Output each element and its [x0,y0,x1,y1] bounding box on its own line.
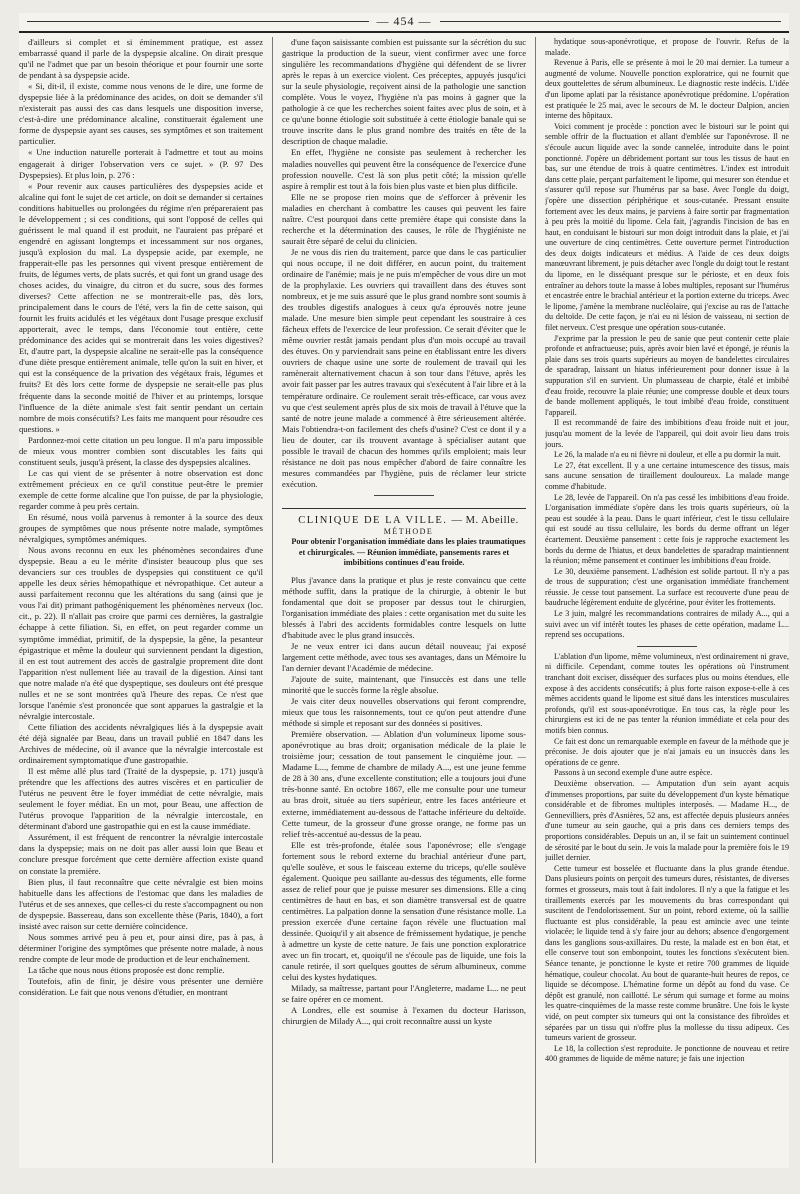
paragraph: Le 27, état excellent. Il y a une certaine intumescence des tissus, mais sans aucune sensation de tiraillement douloureux. La malade mange comme d'habitude. [545,460,789,491]
paragraph: « Pour revenir aux causes particulières des dyspepsies acide et alcaline qui font le sujet de cet article, on doit se demander si certaines conditions habituelles ou prolongées du régime n'en prépareraient pas le développement ; si ces conditions, qui sont l'opposé de celles qui guérissent le mal quand il est produit, ne l'auraient pas préparé et engendré en agissant longtemps et incessamment sur nos organes, jusqu'à explosion du mal. La dyspepsie acide, par exemple, ne frapperait-elle pas les personnes qui vivent presque entièrement de fruits, de légumes verts, de plats sucrés, et qui font un grand usage des choses acides, du vinaigre, du citron et du sucre, sous des formes diverses? Cette affection ne se montrerait-elle pas, dès lors, principalement dans le cours de l'été, vers la fin de cette saison, qui fournit les fruits acidulés et les végétaux dont l'usage presque exclusif apporterait, avec le temps, dans l'économie tout entière, cette prédominance des acides qui se montrerait dans les voies digestives? Et, d'autre part, la dyspepsie alcaline ne serait-elle pas la conséquence d'une diète presque entièrement animale, telle qu'on la suit en hiver, et qui est la conséquence de la privation des végétaux frais, légumes et fruits? Et dès lors cette forme de dyspepsie ne serait-elle pas plus fréquente dans la seconde moitié de l'hiver et au printemps, lorsque l'influence de la diète animale s'est fait sentir pendant un certain nombre de mois consécutifs? Les faits me manquent pour résoudre ces questions. » [19,180,263,434]
paragraph: Cette filiation des accidents névralgiques liés à la dyspepsie avait été déjà signalée par Beau, dans un travail publié en 1847 dans les Archives de médecine, où il avance que la névralgie intercostale est ordinairement symptomatique d'une gastropathie. [19,721,263,766]
paragraph: Voici comment je procède : ponction avec le bistouri sur le point qui semble offrir de la fluctuation et allant d'emblée sur l'aponévrose. Il ne s'écoule aucun liquide avec la sonde cannelée, introduite dans le point ponctionné. J'opère un débridement portant sur tous les tissus de haut en bas, sur une étendue de trois à quatre centimètres. L'index est introduit dans cette plaie, perçant parfaitement le lipome, qui mesurer son étendue et s'assurer qu'il repose sur l'humérus par sa base. Avec l'ongle du doigt, j'opère une dissection périphérique et sous-cutanée. Pressant ensuite fortement avec les deux mains, je parviens à faire sortir par fragmentation à peu près la moitié du lipome. Cela fait, j'agrandis l'incision de bas en haut, en conduisant le bistouri sur mon doigt introduit dans la plaie, et j'ai une ouverture de cinq centimètres. Cette ouverture permet l'introduction des deux doigts indicateurs et médius. A l'aide de ces deux doigts manœuvrant librement, je puis détacher avec l'ongle du doigt tout le restant du lipome, en le disséquant presque sur le périoste, et en deux fois entraîner au dehors toute la masse à lobes multiples, reposant sur l'humérus et encastrée entre le brachial antérieur et la portion externe du triceps. Avec le lipome, j'amène la membrane nucléolaire, qui j'excise au ras de l'attache du deltoïde. De cette façon, je n'ai eu ni lésion de vaisseau, ni section de filet nerveux. C'est presque une opération sous-cutanée. [545,121,789,333]
paragraph: Pardonnez-moi cette citation un peu longue. Il m'a paru impossible de mieux vous montrer combien sont discutables les faits qui constituent seuls, jusqu'à présent, la classe des dyspepsies alcalines. [19,434,263,467]
paragraph: Il est recommandé de faire des imbibitions d'eau froide nuit et jour, jusqu'au moment de la levée de l'appareil, qui doit avoir lieu dans trois jours. [545,418,789,449]
paragraph: Revenue à Paris, elle se présente à moi le 20 mai dernier. La tumeur a augmenté de volume. Nouvelle ponction exploratrice, qui ne fournit que deux gouttelettes de sérum albumineux. Le diagnostic reste indécis. L'idée d'un lipome aplati par la résistance aponévrotique prédomine. L'opération est pratiquée le 25 mai, avec le secours de M. le docteur Dalpion, ancien interne des hôpitaux. [545,58,789,121]
paragraph: Deuxième observation. — Amputation d'un sein ayant acquis d'immenses proportions, par suite du développement d'un kyste hématique considérable et de fibromes multiples interposés. — Madame H..., de Gennevilliers, près d'Asnières, 52 ans, est affectée depuis plusieurs années d'une tumeur au sein gauche, qui a pris dans ces derniers temps des proportions considérables. Depuis un an, il se fait un suintement continuel de sérosité par le bout du sein. Je vois la malade pour la première fois le 19 juillet dernier. [545,778,789,863]
paragraph: Plus j'avance dans la pratique et plus je reste convaincu que cette méthode suffit, dans la pratique de la chirurgie, à obtenir le but fondamental que doit se proposer par dessus tout le chirurgien, l'organisation immédiate des plaies : cette organisation met du suite les blessés à l'abri des accidents formidables contre lesquels on lutte d'habitude avec le plus grand insuccès. [282,574,526,640]
paragraph: Je vais citer deux nouvelles observations qui feront comprendre, mieux que tous les raisonnements, tout ce qu'on peut attendre d'une méthode si simple et reposant sur des données si positives. [282,696,526,729]
paragraph: d'une façon saisissante combien est puissante sur la sécrétion du suc gastrique la production de la sueur, vient confirmer avec une force singulière les recommandations d'hygiène qui défendent de se livrer après le repas à un exercice violent. Ces préceptes, appuyés jusqu'ici sur la seule physiologie, reçoivent ainsi de la pathologie une sanction complète. Vous le voyez, l'hygiène n'a pas moins à gagner que la pathologie à ce que les recherches soient faites avec plus de soin, et à ce qu'une bonne étiologie soit substituée à cette étiologie banale qui se trouve inscrite dans le plus grand nombre des traités en tête de la description de chaque maladie. [282,37,526,147]
paragraph: Nous avons reconnu en eux les phénomènes secondaires d'une dyspepsie. Beau a eu le mérite d'insister beaucoup plus que ses devanciers sur ces troubles de dyspepsies qui constituent ce qu'il appelle les deux séries hémopathique et névropathique. Cet auteur a aussi parfaitement reconnu que les altérations du sang (ainsi que je vous l'ai dit) primant pathogéniquement les phénomènes nerveux (loc. cit., p. 22). Il n'allait pas croire que parmi ces dernières, la gastralgie échappe à cette filiation. Si, en effet, on peut regarder comme un symptôme immédiat, primitif, de la dyspepsie, la gêne, la pesanteur épigastrique et même la douleur qui surviennent pendant la digestion, il en est tout autrement des accès de gastralgie proprement dite dont l'apparition n'est nullement liée au travail de la digestion. Ainsi tant que notre malade n'a été que dyspeptique, ses douleurs ont été presque nulles et ne se sont montrées qu'à l'heure des repas. Ce n'est que lorsque l'anémie s'est prononcée que sont apparues la gastralgie et la névralgie intercostale. [19,545,263,721]
paragraph: Bien plus, il faut reconnaître que cette névralgie est bien moins habituelle dans les affections de l'estomac que dans les maladies de l'utérus et de ses annexes, que celles-ci du reste s'accompagnent ou non de dyspepsie. Bassereau, dans son excellente thèse (Paris, 1840), a fort insisté avec raison sur cette dernière coïncidence. [19,876,263,931]
paragraph: Cette tumeur est bosselée et fluctuante dans la plus grande étendue. Dans plusieurs points on perçoit des tumeurs dures, résistantes, de diverses formes et grosseurs, mais tout à fait indolores. Il n'y a que la fatigue et les tiraillements exercés par les mouvements du bras correspondant qui suscitent de l'endolorissement. Sur un point, rebord externe, où la saillie fluctuante est plus considérable, la peau est amincie avec une teinte violacée; le liquide tend à s'y faire jour au dehors; absence d'engorgement dans les ganglions sous-axillaires. Du reste, la malade est en bon état, et elle conserve tout son embonpoint, toutes les fonctions s'exécutent bien. Séance tenante, je ponctionne le kyste et retire 700 grammes de liquide hématique, couleur chocolat. Au bout de quarante-huit heures de repos, ce liquide se décompose. L'hématine forme un dépôt au fond du vase. Ce dépôt est granulé, non caillotté. Le sérum qui surnage et forme au moins les quatre-cinquièmes de la masse reste comme brunâtre. Une fois le kyste vidé, on peut compter six tumeurs qui ont la consistance des fibroïdes et séparées par un tissu qui n'offre plus la mollesse du tissu adipeux. Ces tumeurs varient de grosseur. [545,863,789,1043]
paragraph: Le 28, levée de l'appareil. On n'a pas cessé les imbibitions d'eau froide. L'organisation immédiate s'opère dans les trois quarts supérieurs, où la peau est soudée à la peau. Dans le quart inférieur, c'est le tissu cellulaire qui est soudé au tissu cellulaire, les bords du derme offrant un léger écartement. Deuxième pansement : cette fois je rapproche exactement les bords du derme de l'hiatus, et deux bandelettes de sparadrap maintiennent la réunion; même pansement et continuer les imbibitions d'eau froide. [545,492,789,566]
ornament-rule [374,495,434,496]
paragraph: J'ajoute de suite, maintenant, que l'insuccès est dans une telle minorité que le succès forme la règle absolue. [282,673,526,695]
column-middle [282,37,526,1163]
paragraph: Nous sommes arrivé peu à peu et, pour ainsi dire, pas à pas, à déterminer l'origine des symptômes que présente notre malade, à nous rendre compte de leur mode de production et de leur enchaînement. [19,931,263,964]
column-divider [535,37,536,1163]
paragraph: Le 26, la malade n'a eu ni fièvre ni douleur, et elle a pu dormir la nuit. [554,450,781,460]
paragraph: Toutefois, afin de finir, je désire vous présenter une dernière considération. Le fait que nous venons d'étudier, en montrant [19,975,263,998]
paragraph: J'exprime par la pression le peu de sanie que peut contenir cette plaie profonde et anfractueuse; puis, après avoir bien lavé et épongé, je réunis la plaie dans ses trois quarts supérieurs au moyen de bandelettes circulaires de sparadrap, laissant un hiatus inférieurement pour donner issue à la suppuration s'il en survient. Un plumasseau de charpie, étalé et imbibé d'eau froide, recouvre la plaie réunie; une compresse double et deux tours de bande mollement appliqués, le tout imbibé d'eau froide, constituent l'appareil. [545,333,789,417]
paragraph: A Londres, elle est soumise à l'examen du docteur Harisson, chirurgien de Milady A..., qui croit reconnaître aussi un kyste [282,1005,526,1027]
paragraph: Je ne vous dis rien du traitement, parce que dans le cas particulier qui nous occupe, il ne doit différer, en aucun point, du traitement ordinaire de l'anémie; mais je ne puis m'empêcher de vous dire un mot de la prophylaxie. Les ouvriers qui travaillent dans des étuves sont nombreux, et je me suis assuré que le plus grand nombre sont soumis à des troubles digestifs analogues à ceux qu'a éprouvés notre jeune malade. Une mesure bien simple peut cependant les soustraire à ces fâcheux effets de l'exercice de leur profession. Ce serait d'éviter que le même ouvrier restât jamais pendant plus d'un mois occupé au travail des étuves. On y parviendrait sans peine en établissant entre les divers ouvriers de chaque usine une sorte de roulement de travail qui les ramènerait alternativement chacun à son tour dans l'étuve, après les avoir fait passer par les autres travaux qui s'exécutent à l'air libre et à la température ordinaire. Ce roulement serait très-efficace, car vous avez vu que c'est seulement après plus de six mois de travail à l'étuve que la santé de notre jeune malade a commencé à être sérieusement altérée. Mais l'obtiendra-t-on facilement des chefs d'usine? C'est ce dont il y a lieu de douter, car ils trouvent avantage à spécialiser autant que possible le travail de chacun des hommes qu'ils emploient; mais leur résistance ne doit pas nous empêcher d'abord de faire connaître les mesures commandées par l'hygiène, puis de réclamer leur stricte exécution. [282,246,526,489]
paragraph: Milady, sa maîtresse, partant pour l'Angleterre, madame L... ne peut se faire opérer en ce moment. [282,983,526,1005]
paragraph: Assurément, il est fréquent de rencontrer la névralgie intercostale dans la dyspepsie; mais on ne doit pas aller aussi loin que Beau et conclure presque forcément que cette dernière affection existe quand on constate la première. [19,832,263,876]
paragraph: Première observation. — Ablation d'un volumineux lipome sous-aponévrotique au bras droit; organisation médicale de la plaie le troisième jour; cessation de tout pansement le cinquième jour. — Madame L..., femme de chambre de milady A..., est une jeune femme de 28 à 30 ans, d'une excellente constitution; elle a toujours joui d'une très-bonne santé. En octobre 1867, elle me consulte pour une tumeur au bras droit, située au tiers supérieur, entre les faces antérieure et externe, immédiatement au-dessous de l'attache inférieure du deltoïde. Cette tumeur, de la grosseur d'une grosse orange, ne forme pas un relief très-accentué au-dessus de la peau. [282,729,526,839]
paragraph: Il est même allé plus tard (Traité de la dyspepsie, p. 171) jusqu'à prétendre que les affections des autres viscères et en particulier de l'utérus ne peuvent être le foyer immédiat de cette névralgie, mais seulement le foyer médiat. En un mot, pour Beau, une affection de l'utérus provoque l'apparition de la névralgie intercostale, en déterminant d'abord une gastropathie qui en est la cause immédiate. [19,766,263,832]
section-subheading: Pour obtenir l'organisation immédiate dans les plaies traumatiques et chirurgicales. — Réunion immédiate, pansements rares et imbibitions continues d'eau froide. [291,537,526,568]
column-divider [272,37,273,1163]
paragraph: En résumé, nous voilà parvenus à remonter à la source des deux groupes de symptômes que nous présente notre malade, symptômes névralgiques, symptômes anémiques. [19,512,263,545]
paragraph: « Une induction naturelle porterait à l'admettre et tout au moins engagerait à diriger l'observation vers ce sujet. » (P. 97 Des Dyspepsies). Et plus loin, p. 276 : [19,147,263,180]
paragraph: La tâche que nous nous étions proposée est donc remplie. [28,964,225,975]
paragraph: Elle ne se propose rien moins que de s'efforcer à prévenir les maladies en cherchant à combattre les causes qui peuvent les faire naître. C'est pourquoi dans cette première étape qui consiste dans la recherche et la détermination des causes, le rôle de l'hygiéniste ne saurait être séparé de celui du clinicien. [282,191,526,246]
page-header [19,13,789,29]
paragraph: En effet, l'hygiène ne consiste pas seulement à rechercher les maladies nouvelles qui peuvent être la conséquence de l'exercice d'une profession nouvelle. C'est là son plus petit côté; la mission qu'elle aspire à remplir est tout à la fois bien plus vaste et bien plus difficile. [282,147,526,191]
section-heading [282,515,526,526]
paragraph: Le cas qui vient de se présenter à notre observation est donc extrêmement précieux en ce qu'il constitue peut-être le premier exemple de cette forme alcaline que l'on puisse, de par la physiologie, regarder comme à peu près certain. [19,467,263,511]
paragraph: Passons à un second exemple d'une autre espèce. [554,768,713,778]
section-heading-text: CLINIQUE DE LA VILLE. [298,514,448,526]
section-author: — M. Abeille. [451,514,519,526]
clinic-section [282,508,526,569]
paragraph: « Si, dit-il, il existe, comme nous venons de le dire, une forme de dyspepsie liée à la prédominance des acides, on doit se demander s'il n'existerait pas aussi des cas dans lesquels une disposition inverse, c'est-à-dire une prédominance alcaline, constituerait également une forme de dyspepsie ayant ses causes, ses symptômes et son traitement particulier. [19,81,263,147]
paragraph: L'ablation d'un lipome, même volumineux, n'est ordinairement ni grave, ni difficile. Cependant, comme toutes les opérations où l'instrument tranchant doit exciser, disséquer des surfaces plus ou moins étendues, elle expose à des accidents consécutifs; à plus forte raison expose-t-elle à ces mêmes accidents quand le lipome est situé dans les interstices musculaires profonds, qu'il est sous-aponévrotique. En tous cas, la règle pour les chirurgiens est ici de ne pas tenter la réunion immédiate et cela pour des motifs bien connus. [545,651,789,735]
paragraph: Le 30, deuxième pansement. L'adhésion est solide partout. Il n'y a pas de trous de suppuration; c'est une organisation immédiate franchement réussie. Je cesse tout pansement. La surface est recouverte d'une peau de baudruche légèrement enduite de glycérine, pour éviter les frottements. [545,566,789,608]
header-rule [19,31,789,33]
journal-page [19,13,789,1168]
column-left [19,37,263,1163]
paragraph: Elle est très-profonde, étalée sous l'aponévrose; elle s'engage fortement sous le rebord externe du brachial antérieur d'une part, qu'elle soulève, et sous le faisceau externe du triceps, qu'elle soulève également. Quoique peu saillante au-dessus des téguments, elle forme assez de relief pour que je puisse mesurer ses dimensions. Elle a cinq centimètres de haut en bas, et son diamètre transversal est de quatre centimètres. La palpation donne la sensation d'une résistance molle. La pression exercée d'une certaine façon révèle une fluctuation mal dessinée. Quoiqu'il y ait absence de frémissement hydatique, je penche à admettre un kyste de cette nature. Je fais une ponction exploratrice avec un fin trocart, et, quoiqu'il ne s'écoule pas de liquide, une fois la canule retirée, il sort quelques gouttes de sérum albumineux, comme celui des kystes hydatiques. [282,839,526,983]
paragraph: Ce fait est donc un remarquable exemple en faveur de la méthode que je préconise. Je dois ajouter que je n'ai jamais eu un insuccès dans les opérations de ce genre. [545,736,789,767]
paragraph: d'ailleurs si complet et si éminemment pratique, est assez embarrassé quand il parle de la dyspepsie alcaline. On dirait presque qu'il ne l'admet que par un besoin théorique et pour fournir une sorte de pendant à sa dyspepsie acide. [19,37,263,81]
page-number: — 454 — [376,13,432,28]
ornament-rule [637,646,697,647]
paragraph: Le 3 juin, malgré les recommandations contraires de milady A..., qui a suivi avec un vif intérêt toutes les phases de cette opération, madame L... reprend ses occupations. [545,609,789,640]
column-right [545,37,789,1163]
paragraph: hydatique sous-aponévrotique, et propose de l'ouvrir. Refus de la malade. [545,37,789,57]
method-label: MÉTHODE [383,526,434,536]
paragraph: Le 18, la collection s'est reproduite. Je ponctionne de nouveau et retire 400 grammes de liquide de même nature; je fais une injection [545,1043,789,1064]
paragraph: Je ne veux entrer ici dans aucun détail nouveau; j'ai exposé largement cette méthode, avec tous ses avantages, dans un Mémoire lu l'an dernier devant l'Académie de médecine. [282,640,526,673]
